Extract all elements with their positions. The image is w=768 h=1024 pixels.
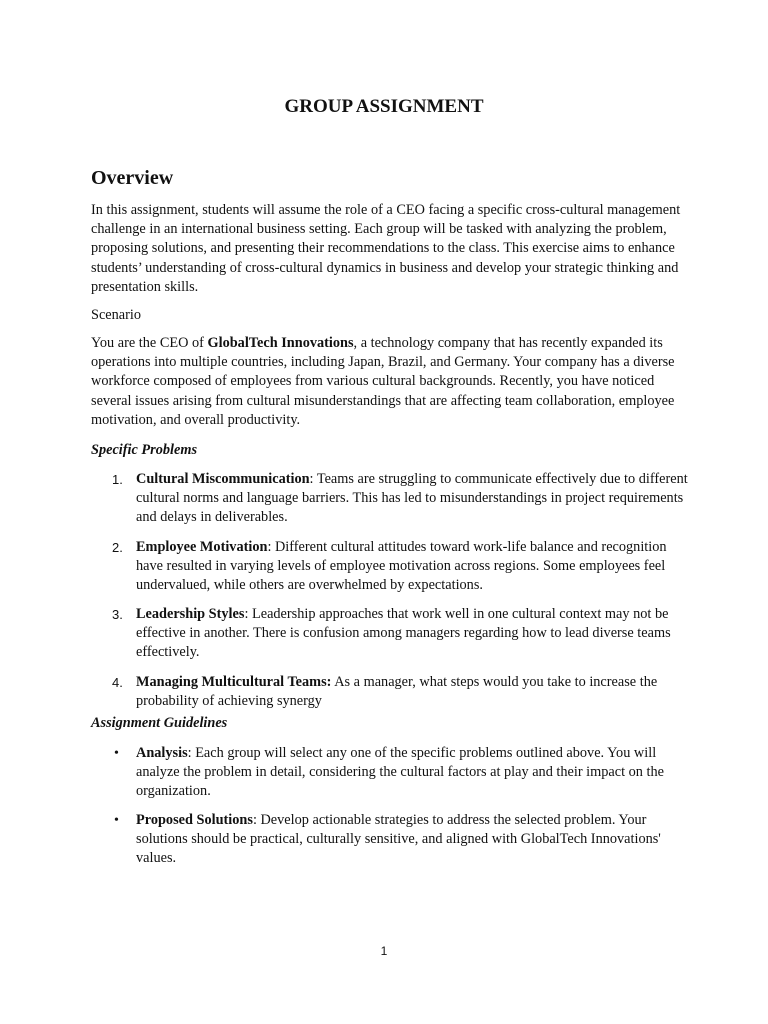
guideline-title: Analysis [136, 745, 188, 761]
bullet-marker: • [114, 746, 119, 761]
scenario-text-end: , a technology company that has recently expanded its operations into multiple countries, including Japan, Brazil, and Germany. Your company has a diverse workforce composed of employees from various cultural backgrounds. Recently, you have noticed several issues arising from cultural misunderstandings that are affecting team collaboration, employee motivation, and overall productivity. [91, 335, 675, 428]
guideline-text: : Develop actionable strategies to address the selected problem. Your solutions should be practical, culturally sensitive, and aligned with GlobalTech Innovations' values. [136, 812, 661, 867]
list-number: 3. [112, 607, 123, 622]
problem-item [112, 673, 696, 711]
problem-text: : Different cultural attitudes toward work-life balance and recognition have resulted in varying levels of employee motivation across regions. Some employees feel undervalued, while others are overwhelmed by expectations. [136, 539, 667, 594]
problem-text: As a manager, what steps would you take to increase the probability of achieving synergy [136, 674, 658, 710]
overview-heading: Overview [91, 167, 174, 189]
page-number: 1 [380, 944, 388, 958]
problem-item [112, 470, 696, 528]
scenario-paragraph [91, 334, 691, 430]
guideline-item [114, 811, 696, 869]
problem-title: Leadership Styles [136, 606, 245, 622]
scenario-text-start: You are the CEO of [91, 335, 208, 351]
list-number: 1. [112, 472, 123, 487]
guideline-title: Proposed Solutions [136, 812, 253, 828]
overview-paragraph: In this assignment, students will assume the role of a CEO facing a specific cross-cultural management challenge in an international business setting. Each group will be tasked with analyzing the problem, proposing solutions, and presenting their recommendations to the class. This exercise aims to enhance students’ understanding of cross-cultural dynamics in business and develop your strategic thinking and presentation skills. [91, 202, 681, 295]
problem-item [112, 605, 696, 663]
company-name: GlobalTech Innovations [207, 335, 354, 351]
guideline-text: : Each group will select any one of the specific problems outlined above. You will analyze the problem in detail, considering the cultural factors at play and their impact on the organization. [136, 745, 665, 800]
assignment-guidelines-heading: Assignment Guidelines [91, 715, 228, 731]
bullet-marker: • [114, 813, 119, 828]
scenario-label: Scenario [91, 307, 142, 323]
specific-problems-heading: Specific Problems [91, 442, 198, 458]
problem-title: Managing Multicultural Teams: [136, 674, 332, 690]
list-number: 2. [112, 540, 123, 555]
page-title: GROUP ASSIGNMENT [284, 96, 484, 117]
list-number: 4. [112, 675, 123, 690]
problem-text: : Leadership approaches that work well in one cultural context may not be effective in another. There is confusion among managers regarding how to lead diverse teams effectively. [136, 606, 671, 661]
problem-text: : Teams are struggling to communicate effectively due to different cultural norms and language barriers. This has led to misunderstandings in project requirements and delays in deliverables. [136, 471, 688, 526]
problem-title: Employee Motivation [136, 539, 268, 555]
problem-item [112, 538, 696, 596]
problem-title: Cultural Miscommunication [136, 471, 310, 487]
guideline-item [114, 744, 696, 802]
